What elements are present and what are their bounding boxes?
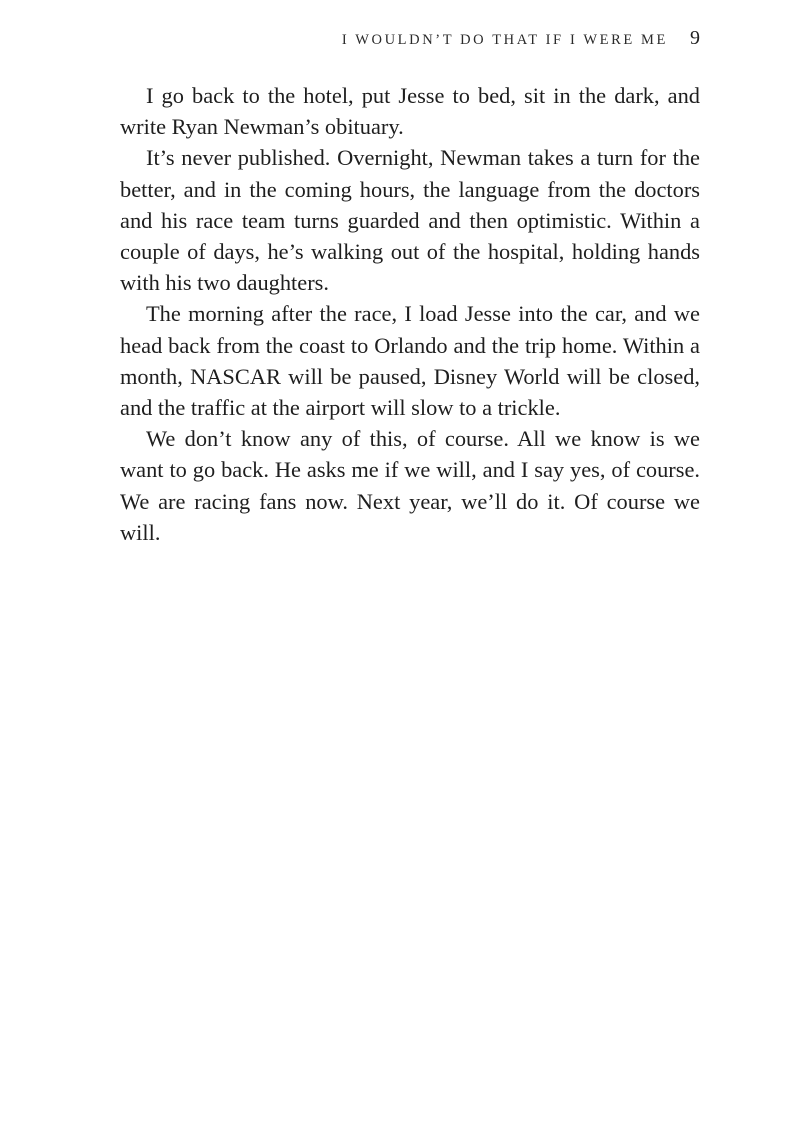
paragraph: The morning after the race, I load Jesse into the car, and we head back from the coast to Orlando and the trip home. Within a month, NASCAR will be paused, Disney World will be closed, and the traffic at the airport will slow to a trickle.	[120, 301, 700, 421]
paragraph: It’s never published. Overnight, Newman takes a turn for the better, and in the coming hours, the language from the doctors and his race team turns guarded and then optimistic. Within a couple of days, he’s walking out of the hospital, holding hands with his two daughters.	[120, 145, 700, 296]
page-number: 9	[690, 27, 700, 49]
paragraph: We don’t know any of this, of course. All we know is we want to go back. He asks me if we will, and I say yes, of course. We are racing fans now. Next year, we’ll do it. Of course we will.	[120, 426, 700, 545]
running-head	[120, 27, 700, 51]
body-text	[120, 80, 700, 548]
paragraph: I go back to the hotel, put Jesse to bed, sit in the dark, and write Ryan Newman’s obituary.	[120, 83, 700, 140]
running-title: I WOULDN’T DO THAT IF I WERE ME	[341, 32, 668, 48]
